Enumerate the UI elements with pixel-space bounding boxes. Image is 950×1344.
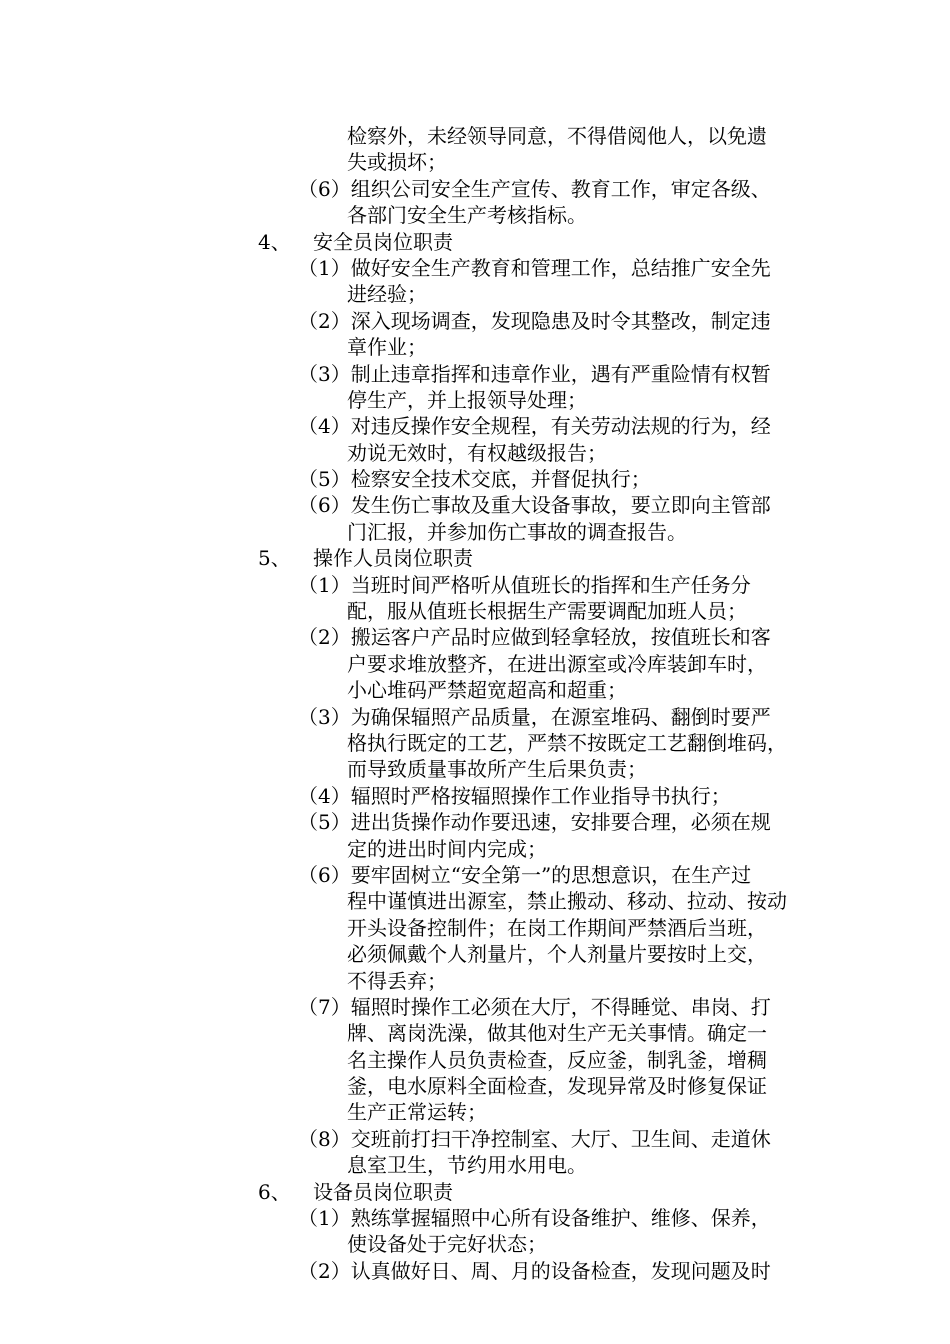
list-item <box>0 1258 950 1284</box>
section-title: 操作人员岗位职责 <box>313 546 473 571</box>
section-heading <box>0 1179 950 1205</box>
list-item <box>0 255 950 281</box>
line-text: （3）制止违章指挥和违章作业，遇有严重险情有权暂 <box>298 361 771 386</box>
list-item <box>0 176 950 202</box>
list-item-continuation <box>0 888 950 914</box>
list-item <box>0 492 950 518</box>
list-item <box>0 466 950 492</box>
line-text: （5）检察安全技术交底，并督促执行； <box>298 467 651 492</box>
line-text: （1）当班时间严格听从值班长的指挥和生产任务分 <box>298 572 751 597</box>
list-item-continuation <box>0 1073 950 1099</box>
line-text: 停生产，并上报领导处理； <box>347 387 587 412</box>
list-item-continuation <box>0 756 950 782</box>
section-number: 6、 <box>258 1179 291 1204</box>
list-item-continuation <box>0 202 950 228</box>
list-item <box>0 994 950 1020</box>
list-item-continuation <box>0 651 950 677</box>
line-text: 劝说无效时，有权越级报告； <box>347 440 607 465</box>
list-item-continuation <box>0 915 950 941</box>
line-text: （2）深入现场调查，发现隐患及时令其整改，制定违 <box>298 308 771 333</box>
list-item-continuation <box>0 730 950 756</box>
line-text: 进经验； <box>347 282 427 307</box>
section-title: 设备员岗位职责 <box>313 1179 453 1204</box>
line-text: 户要求堆放整齐，在进出源室或冷库装卸车时， <box>347 651 767 676</box>
list-item <box>0 361 950 387</box>
line-text: （7）辐照时操作工必须在大厅，不得睡觉、串岗、打 <box>298 994 771 1019</box>
list-item-continuation <box>0 677 950 703</box>
list-item-continuation <box>0 1099 950 1125</box>
line-text: 检察外，未经领导同意，不得借阅他人，以免遗 <box>347 124 767 148</box>
line-text: （6）要牢固树立“安全第一”的思想意识，在生产过 <box>298 862 752 887</box>
line-text: 不得丢弃； <box>347 968 447 993</box>
line-text: （8）交班前打扫干净控制室、大厅、卫生间、走道休 <box>298 1126 771 1151</box>
section-title: 安全员岗位职责 <box>313 229 453 254</box>
section-heading <box>0 229 950 255</box>
list-item <box>0 1126 950 1152</box>
list-item-continuation <box>0 123 950 149</box>
line-text: 定的进出时间内完成； <box>347 836 547 861</box>
line-text: 生产正常运转； <box>347 1100 487 1125</box>
line-text: 釜，电水原料全面检查，发现异常及时修复保证 <box>347 1074 767 1099</box>
list-item <box>0 624 950 650</box>
list-item <box>0 809 950 835</box>
list-item-continuation <box>0 1231 950 1257</box>
list-item <box>0 308 950 334</box>
line-text: （1）做好安全生产教育和管理工作，总结推广安全先 <box>298 255 771 280</box>
line-text: 小心堆码严禁超宽超高和超重； <box>347 678 627 703</box>
line-text: 配，服从值班长根据生产需要调配加班人员； <box>347 599 747 624</box>
line-text: （6）组织公司安全生产宣传、教育工作，审定各级、 <box>298 176 771 201</box>
list-item <box>0 1205 950 1231</box>
list-item <box>0 783 950 809</box>
line-text: 各部门安全生产考核指标。 <box>347 203 587 228</box>
list-item-continuation <box>0 334 950 360</box>
line-text: 名主操作人员负责检查，反应釜，制乳釜，增稠 <box>347 1047 767 1072</box>
line-text: 门汇报，并参加伤亡事故的调查报告。 <box>347 519 687 544</box>
line-text: 必须佩戴个人剂量片，个人剂量片要按时上交， <box>347 942 767 967</box>
line-text: 程中谨慎进出源室，禁止搬动、移动、拉动、按动 <box>347 889 787 914</box>
list-item-continuation <box>0 836 950 862</box>
list-item <box>0 704 950 730</box>
line-text: （2）认真做好日、周、月的设备检查，发现问题及时 <box>298 1258 771 1283</box>
line-text: （3）为确保辐照产品质量，在源室堆码、翻倒时要严 <box>298 704 771 729</box>
list-item <box>0 413 950 439</box>
line-text: （5）进出货操作动作要迅速，安排要合理，必须在规 <box>298 810 771 835</box>
line-text: 失或损坏； <box>347 150 447 175</box>
section-heading <box>0 545 950 571</box>
line-text: （2）搬运客户产品时应做到轻拿轻放，按值班长和客 <box>298 625 771 650</box>
line-text: 格执行既定的工艺，严禁不按既定工艺翻倒堆码， <box>347 730 787 755</box>
list-item <box>0 572 950 598</box>
list-item-continuation <box>0 387 950 413</box>
list-item-continuation <box>0 598 950 624</box>
list-item-continuation <box>0 281 950 307</box>
list-item-continuation <box>0 968 950 994</box>
line-text: （4）辐照时严格按辐照操作工作业指导书执行； <box>298 783 731 808</box>
list-item-continuation <box>0 941 950 967</box>
list-item-continuation <box>0 1152 950 1178</box>
section-number: 5、 <box>258 546 291 571</box>
line-text: （1）熟练掌握辐照中心所有设备维护、维修、保养， <box>298 1206 771 1231</box>
list-item-continuation <box>0 519 950 545</box>
document-body <box>0 123 950 1284</box>
line-text: 牌、离岗洗澡，做其他对生产无关事情。确定一 <box>347 1021 767 1046</box>
list-item-continuation <box>0 1020 950 1046</box>
list-item-continuation <box>0 1047 950 1073</box>
list-item-continuation <box>0 149 950 175</box>
line-text: 息室卫生，节约用水用电。 <box>347 1153 587 1178</box>
line-text: （4）对违反操作安全规程，有关劳动法规的行为，经 <box>298 414 771 439</box>
list-item-continuation <box>0 440 950 466</box>
line-text: 而导致质量事故所产生后果负责； <box>347 757 647 782</box>
line-text: 开头设备控制件；在岗工作期间严禁酒后当班， <box>347 915 767 940</box>
line-text: 章作业； <box>347 335 427 360</box>
line-text: （6）发生伤亡事故及重大设备事故，要立即向主管部 <box>298 493 771 518</box>
line-text: 使设备处于完好状态； <box>347 1232 547 1257</box>
section-number: 4、 <box>258 229 291 254</box>
list-item <box>0 862 950 888</box>
